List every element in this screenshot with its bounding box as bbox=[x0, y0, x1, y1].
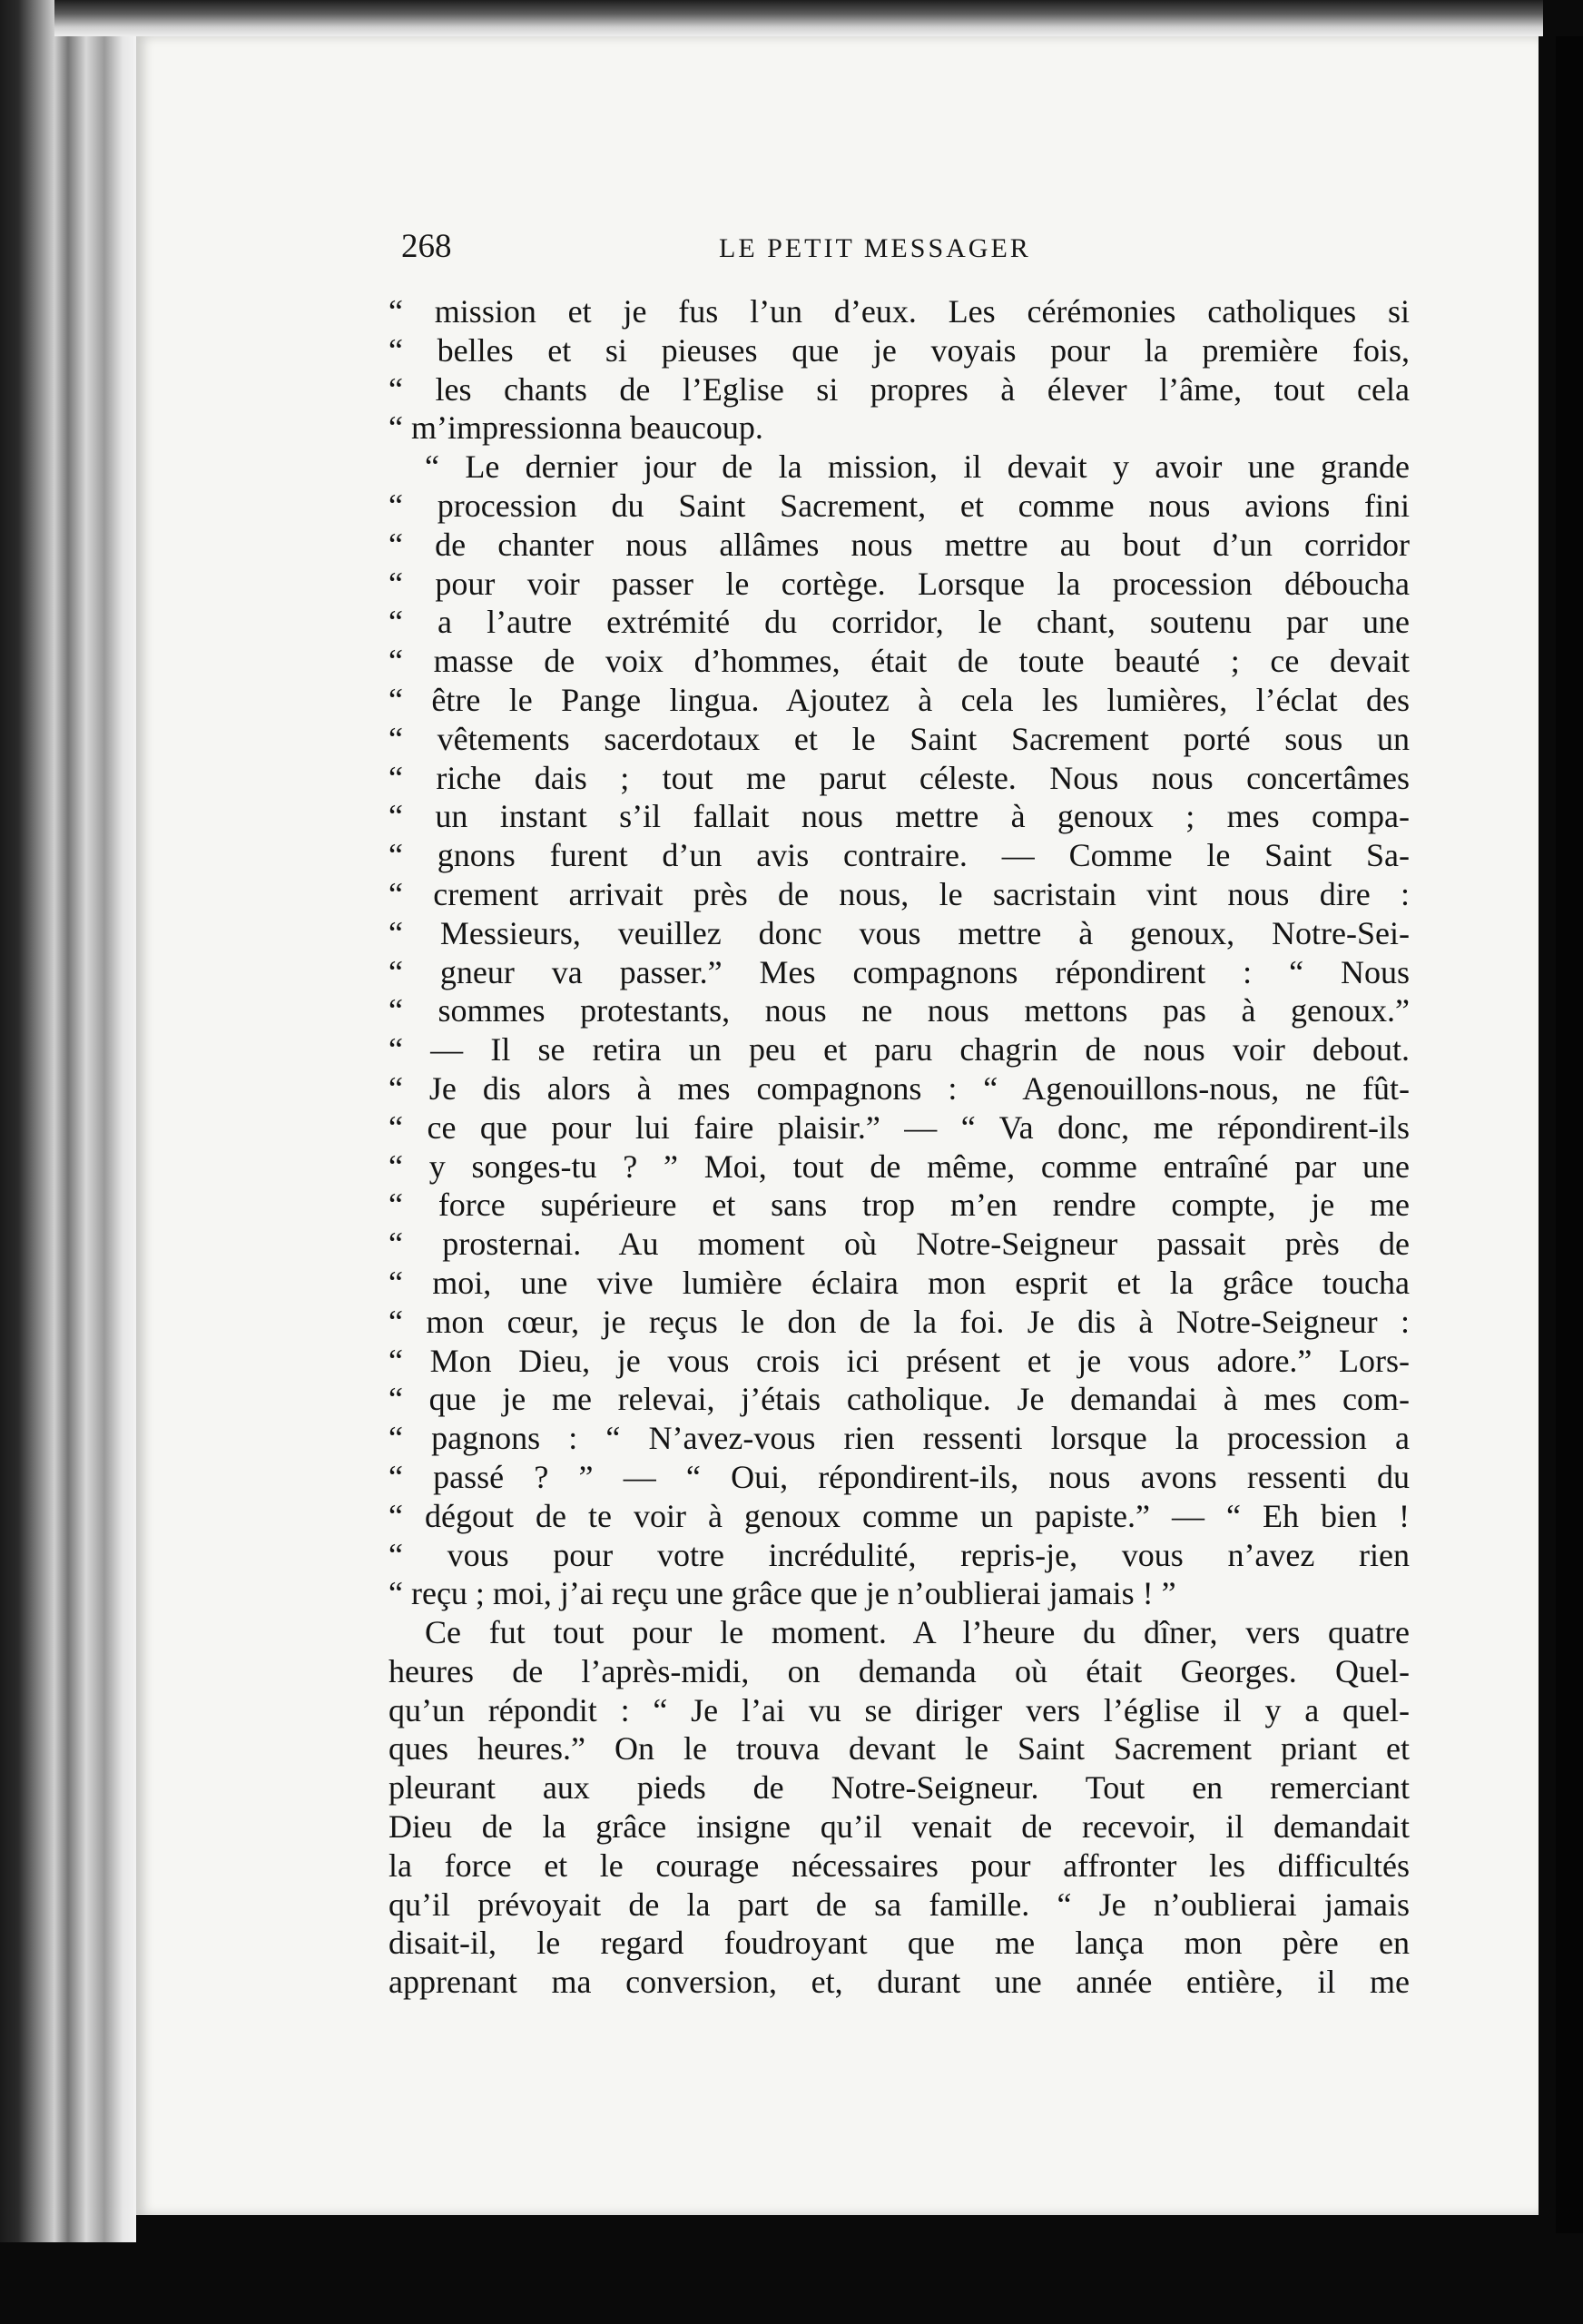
text-line: Ce fut tout pour le moment. A l’heure du dîner, vers quatre bbox=[425, 1614, 1410, 1651]
text-line: “ mon cœur, je reçus le don de la foi. Je dis à Notre-Seigneur : bbox=[388, 1303, 1410, 1340]
text-line: disait-il, le regard foudroyant que me lança mon père en bbox=[388, 1925, 1410, 1962]
text-line: “ vous pour votre incrédulité, repris-je, vous n’avez rien bbox=[388, 1536, 1410, 1573]
text-line: heures de l’après-midi, on demanda où était Georges. Quel- bbox=[388, 1652, 1410, 1689]
text-line: “ un instant s’il fallait nous mettre à genoux ; mes compa- bbox=[388, 798, 1410, 835]
text-line: “ riche dais ; tout me parut céleste. Nous nous concertâmes bbox=[388, 759, 1410, 796]
text-line: la force et le courage nécessaires pour affronter les difficultés bbox=[388, 1846, 1410, 1884]
book-top-edge bbox=[54, 0, 1543, 36]
text-line: “ — Il se retira un peu et paru chagrin de nous voir debout. bbox=[388, 1031, 1410, 1068]
text-line: “ m’impressionna beaucoup. bbox=[388, 409, 763, 447]
text-line: apprenant ma conversion, et, durant une année entière, il me bbox=[388, 1964, 1410, 2001]
text-line: “ Je dis alors à mes compagnons : “ Agenouillons-nous, ne fût- bbox=[388, 1069, 1410, 1107]
scan-right-border bbox=[1556, 36, 1583, 2233]
text-line: “ vêtements sacerdotaux et le Saint Sacrement porté sous un bbox=[388, 720, 1410, 757]
text-line: “ masse de voix d’hommes, était de toute beauté ; ce devait bbox=[388, 643, 1410, 680]
text-line: “ ce que pour lui faire plaisir.” — “ Va donc, me répondirent-ils bbox=[388, 1108, 1410, 1146]
text-line: “ reçu ; moi, j’ai reçu une grâce que je n’oublierai jamais ! ” bbox=[388, 1575, 1176, 1612]
text-line: “ dégout de te voir à genoux comme un papiste.” — “ Eh bien ! bbox=[388, 1497, 1410, 1534]
text-line: “ Messieurs, veuillez donc vous mettre à genoux, Notre-Sei- bbox=[388, 914, 1410, 951]
text-line: “ de chanter nous allâmes nous mettre au bout d’un corridor bbox=[388, 526, 1410, 563]
text-line: “ procession du Saint Sacrement, et comme nous avions fini bbox=[388, 487, 1410, 524]
text-line: qu’il prévoyait de la part de sa famille. “ Je n’oublierai jamais bbox=[388, 1886, 1410, 1923]
running-title: LE PETIT MESSAGER bbox=[719, 233, 1031, 263]
text-line: “ prosternai. Au moment où Notre-Seigneur passait près de bbox=[388, 1226, 1410, 1263]
text-line: “ pagnons : “ N’avez-vous rien ressenti lorsque la procession a bbox=[388, 1420, 1410, 1457]
page-number: 268 bbox=[401, 228, 452, 265]
text-line: “ les chants de l’Eglise si propres à élever l’âme, tout cela bbox=[388, 370, 1410, 408]
text-line: “ sommes protestants, nous ne nous mettons pas à genoux.” bbox=[388, 992, 1410, 1029]
text-line: “ passé ? ” — “ Oui, répondirent-ils, nous avons ressenti du bbox=[388, 1458, 1410, 1495]
book-page-edges bbox=[0, 0, 136, 2251]
text-line: “ gneur va passer.” Mes compagnons répondirent : “ Nous bbox=[388, 953, 1410, 990]
scan-bottom-border bbox=[0, 2242, 1583, 2324]
text-line: “ Mon Dieu, je vous crois ici présent et je vous adore.” Lors- bbox=[388, 1342, 1410, 1379]
text-line: “ y songes-tu ? ” Moi, tout de même, comme entraîné par une bbox=[388, 1147, 1410, 1185]
text-line: “ être le Pange lingua. Ajoutez à cela les lumières, l’éclat des bbox=[388, 681, 1410, 718]
text-line: “ a l’autre extrémité du corridor, le chant, soutenu par une bbox=[388, 604, 1410, 641]
running-head bbox=[401, 229, 1391, 265]
text-line: “ mission et je fus l’un d’eux. Les cérémonies catholiques si bbox=[388, 293, 1410, 330]
text-line: “ que je me relevai, j’étais catholique. Je demandai à mes com- bbox=[388, 1381, 1410, 1418]
text-line: Dieu de la grâce insigne qu’il venait de recevoir, il demandait bbox=[388, 1808, 1410, 1846]
text-line: ques heures.” On le trouva devant le Saint Sacrement priant et bbox=[388, 1730, 1410, 1768]
text-line: “ belles et si pieuses que je voyais pour la première fois, bbox=[388, 331, 1410, 369]
text-line: pleurant aux pieds de Notre-Seigneur. Tout en remerciant bbox=[388, 1769, 1410, 1807]
text-line: “ gnons furent d’un avis contraire. — Comme le Saint Sa- bbox=[388, 837, 1410, 874]
text-line: qu’un répondit : “ Je l’ai vu se diriger vers l’église il y a quel- bbox=[388, 1691, 1410, 1728]
text-line: “ force supérieure et sans trop m’en rendre compte, je me bbox=[388, 1187, 1410, 1224]
text-line: “ Le dernier jour de la mission, il devait y avoir une grande bbox=[425, 448, 1410, 486]
body-text bbox=[388, 292, 1410, 2002]
text-line: “ pour voir passer le cortège. Lorsque la procession déboucha bbox=[388, 565, 1410, 602]
text-line: “ crement arrivait près de nous, le sacristain vint nous dire : bbox=[388, 875, 1410, 912]
text-line: “ moi, une vive lumière éclaira mon esprit et la grâce toucha bbox=[388, 1264, 1410, 1301]
